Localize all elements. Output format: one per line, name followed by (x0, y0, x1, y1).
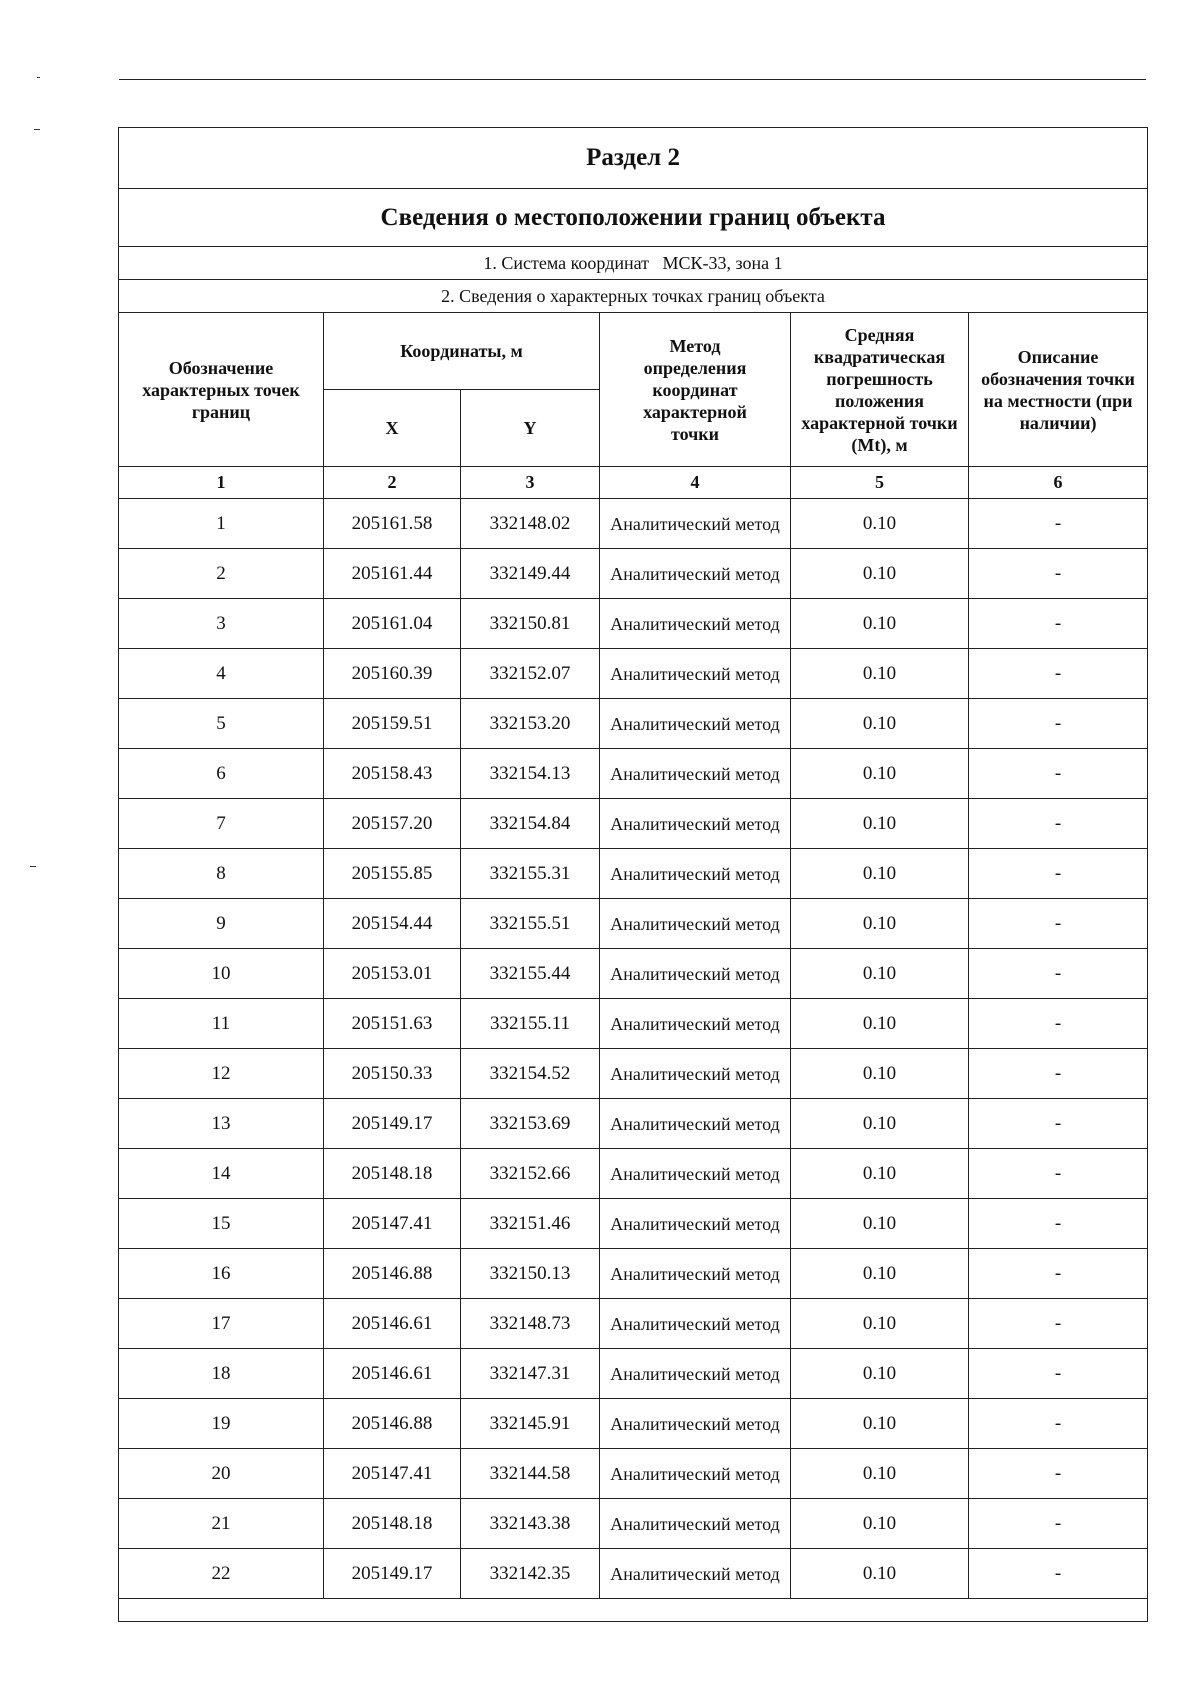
method-cell (600, 649, 791, 699)
error-cell: 0.10 (791, 1399, 969, 1449)
method-cell (600, 1299, 791, 1349)
coord-y-cell: 332154.52 (461, 1049, 600, 1099)
error-cell: 0.10 (791, 1149, 969, 1199)
method-text: Аналитический метод (610, 713, 780, 734)
coord-x-cell: 205151.63 (324, 999, 461, 1049)
coord-y-cell: 332153.69 (461, 1099, 600, 1149)
table-row (119, 949, 1148, 999)
header-y: Y (461, 390, 600, 467)
error-cell: 0.10 (791, 599, 969, 649)
error-cell: 0.10 (791, 1299, 969, 1349)
method-text: Аналитический метод (610, 1113, 780, 1134)
method-text: Аналитический метод (610, 663, 780, 684)
method-cell (600, 1149, 791, 1199)
coord-y-cell: 332153.20 (461, 699, 600, 749)
method-cell (600, 949, 791, 999)
coord-y-cell: 332147.31 (461, 1349, 600, 1399)
coord-y-cell: 332150.81 (461, 599, 600, 649)
coord-y-cell: 332149.44 (461, 549, 600, 599)
point-number-cell: 19 (119, 1399, 324, 1449)
method-cell (600, 1549, 791, 1599)
method-cell (600, 1399, 791, 1449)
method-text: Аналитический метод (610, 1563, 780, 1584)
error-cell: 0.10 (791, 1049, 969, 1099)
method-text: Аналитический метод (610, 1063, 780, 1084)
error-cell: 0.10 (791, 1349, 969, 1399)
coord-x-cell: 205161.44 (324, 549, 461, 599)
point-number-cell: 7 (119, 799, 324, 849)
method-cell (600, 1249, 791, 1299)
blank-cell (119, 1599, 1148, 1622)
coord-y-cell: 332148.02 (461, 499, 600, 549)
description-cell: - (969, 1099, 1148, 1149)
method-cell (600, 1449, 791, 1499)
error-cell: 0.10 (791, 899, 969, 949)
document-sheet (118, 127, 1147, 1622)
method-text: Аналитический метод (610, 1263, 780, 1284)
coord-x-cell: 205149.17 (324, 1549, 461, 1599)
points-rows (119, 499, 1148, 1599)
description-cell: - (969, 1299, 1148, 1349)
coord-y-cell: 332155.11 (461, 999, 600, 1049)
description-cell: - (969, 1499, 1148, 1549)
point-number-cell: 5 (119, 699, 324, 749)
coord-y-cell: 332143.38 (461, 1499, 600, 1549)
error-cell: 0.10 (791, 949, 969, 999)
scan-mark (37, 77, 40, 78)
coord-y-cell: 332144.58 (461, 1449, 600, 1499)
coord-x-cell: 205155.85 (324, 849, 461, 899)
header-x: X (324, 390, 461, 467)
coord-x-cell: 205147.41 (324, 1199, 461, 1249)
coord-x-cell: 205148.18 (324, 1499, 461, 1549)
coord-y-cell: 332154.84 (461, 799, 600, 849)
coord-x-cell: 205146.88 (324, 1399, 461, 1449)
table-row (119, 1549, 1148, 1599)
method-text: Аналитический метод (610, 1463, 780, 1484)
method-cell (600, 1049, 791, 1099)
coord-y-cell: 332152.66 (461, 1149, 600, 1199)
error-cell: 0.10 (791, 1449, 969, 1499)
top-rule (119, 79, 1146, 80)
point-number-cell: 6 (119, 749, 324, 799)
description-cell: - (969, 1549, 1148, 1599)
table-row (119, 1149, 1148, 1199)
coord-y-cell: 332142.35 (461, 1549, 600, 1599)
header-method: Метод определения координат характерной точки (600, 313, 791, 467)
section-title-row (119, 128, 1148, 189)
description-cell: - (969, 1149, 1148, 1199)
table-row (119, 1199, 1148, 1249)
table-row (119, 1449, 1148, 1499)
table-row (119, 1249, 1148, 1299)
point-number-cell: 11 (119, 999, 324, 1049)
table-row (119, 899, 1148, 949)
method-cell (600, 799, 791, 849)
method-text: Аналитический метод (610, 1013, 780, 1034)
method-text: Аналитический метод (610, 613, 780, 634)
error-cell: 0.10 (791, 1199, 969, 1249)
coord-y-cell: 332148.73 (461, 1299, 600, 1349)
point-number-cell: 13 (119, 1099, 324, 1149)
method-text: Аналитический метод (610, 513, 780, 534)
points-heading: 2. Сведения о характерных точках границ объекта (119, 280, 1148, 313)
error-cell: 0.10 (791, 1099, 969, 1149)
coord-x-cell: 205157.20 (324, 799, 461, 849)
section-title: Раздел 2 (119, 128, 1148, 189)
method-cell (600, 1099, 791, 1149)
description-cell: - (969, 949, 1148, 999)
description-cell: - (969, 1249, 1148, 1299)
description-cell: - (969, 899, 1148, 949)
table-row (119, 699, 1148, 749)
error-cell: 0.10 (791, 1499, 969, 1549)
coord-y-cell: 332155.44 (461, 949, 600, 999)
method-text: Аналитический метод (610, 1513, 780, 1534)
method-cell (600, 599, 791, 649)
method-cell (600, 499, 791, 549)
point-number-cell: 9 (119, 899, 324, 949)
table-row (119, 599, 1148, 649)
description-cell: - (969, 799, 1148, 849)
coord-x-cell: 205161.58 (324, 499, 461, 549)
doc-title-row (119, 189, 1148, 247)
point-number-cell: 2 (119, 549, 324, 599)
coordinate-system: 1. Система координат МСК-33, зона 1 (119, 247, 1148, 280)
point-number-cell: 21 (119, 1499, 324, 1549)
method-cell (600, 1499, 791, 1549)
method-text: Аналитический метод (610, 813, 780, 834)
method-text: Аналитический метод (610, 1313, 780, 1334)
coord-y-cell: 332154.13 (461, 749, 600, 799)
column-number: 4 (600, 467, 791, 499)
error-cell: 0.10 (791, 799, 969, 849)
point-number-cell: 1 (119, 499, 324, 549)
description-cell: - (969, 1399, 1148, 1449)
coordinate-system-row (119, 247, 1148, 280)
point-number-cell: 4 (119, 649, 324, 699)
column-number: 6 (969, 467, 1148, 499)
table-row (119, 1499, 1148, 1549)
coord-x-cell: 205150.33 (324, 1049, 461, 1099)
coord-x-cell: 205161.04 (324, 599, 461, 649)
coord-x-cell: 205148.18 (324, 1149, 461, 1199)
description-cell: - (969, 1449, 1148, 1499)
scan-mark (30, 866, 36, 867)
coord-x-cell: 205146.88 (324, 1249, 461, 1299)
scan-mark (34, 129, 40, 130)
table-row (119, 999, 1148, 1049)
method-cell (600, 1199, 791, 1249)
point-number-cell: 16 (119, 1249, 324, 1299)
method-cell (600, 549, 791, 599)
document-title: Сведения о местоположении границ объекта (119, 189, 1148, 247)
error-cell: 0.10 (791, 549, 969, 599)
table-row (119, 1049, 1148, 1099)
description-cell: - (969, 1349, 1148, 1399)
coord-x-cell: 205158.43 (324, 749, 461, 799)
table-row (119, 1299, 1148, 1349)
table-body (119, 128, 1148, 499)
coord-y-cell: 332145.91 (461, 1399, 600, 1449)
table-row (119, 499, 1148, 549)
description-cell: - (969, 599, 1148, 649)
table-row (119, 549, 1148, 599)
error-cell: 0.10 (791, 749, 969, 799)
method-text: Аналитический метод (610, 1363, 780, 1384)
column-number: 2 (324, 467, 461, 499)
point-number-cell: 8 (119, 849, 324, 899)
method-cell (600, 999, 791, 1049)
header-description: Описание обозначения точки на местности (при наличии) (969, 313, 1148, 467)
coord-y-cell: 332151.46 (461, 1199, 600, 1249)
method-text: Аналитический метод (610, 763, 780, 784)
coord-y-cell: 332155.31 (461, 849, 600, 899)
error-cell: 0.10 (791, 499, 969, 549)
table-row (119, 649, 1148, 699)
points-heading-row (119, 280, 1148, 313)
coord-x-cell: 205160.39 (324, 649, 461, 699)
description-cell: - (969, 549, 1148, 599)
method-text: Аналитический метод (610, 913, 780, 934)
description-cell: - (969, 849, 1148, 899)
description-cell: - (969, 1049, 1148, 1099)
coord-x-cell: 205146.61 (324, 1349, 461, 1399)
method-text: Аналитический метод (610, 1163, 780, 1184)
method-text: Аналитический метод (610, 1413, 780, 1434)
coord-x-cell: 205154.44 (324, 899, 461, 949)
method-cell (600, 749, 791, 799)
column-number-row (119, 467, 1148, 499)
error-cell: 0.10 (791, 849, 969, 899)
table-row (119, 1349, 1148, 1399)
point-number-cell: 18 (119, 1349, 324, 1399)
header-designation: Обозначение характерных точек границ (119, 313, 324, 467)
coord-x-cell: 205146.61 (324, 1299, 461, 1349)
method-cell (600, 899, 791, 949)
description-cell: - (969, 999, 1148, 1049)
point-number-cell: 22 (119, 1549, 324, 1599)
table-footer (119, 1599, 1148, 1622)
point-number-cell: 12 (119, 1049, 324, 1099)
point-number-cell: 3 (119, 599, 324, 649)
error-cell: 0.10 (791, 699, 969, 749)
table-row (119, 799, 1148, 849)
description-cell: - (969, 499, 1148, 549)
method-cell (600, 699, 791, 749)
description-cell: - (969, 649, 1148, 699)
method-text: Аналитический метод (610, 863, 780, 884)
method-cell (600, 1349, 791, 1399)
point-number-cell: 20 (119, 1449, 324, 1499)
description-cell: - (969, 749, 1148, 799)
coord-y-cell: 332150.13 (461, 1249, 600, 1299)
coord-x-cell: 205147.41 (324, 1449, 461, 1499)
method-cell (600, 849, 791, 899)
table-row (119, 1099, 1148, 1149)
blank-row (119, 1599, 1148, 1622)
coord-y-cell: 332155.51 (461, 899, 600, 949)
point-number-cell: 17 (119, 1299, 324, 1349)
section-table (118, 127, 1148, 1622)
point-number-cell: 14 (119, 1149, 324, 1199)
error-cell: 0.10 (791, 999, 969, 1049)
table-row (119, 1399, 1148, 1449)
method-text: Аналитический метод (610, 1213, 780, 1234)
column-number: 3 (461, 467, 600, 499)
description-cell: - (969, 1199, 1148, 1249)
table-row (119, 749, 1148, 799)
coord-x-cell: 205149.17 (324, 1099, 461, 1149)
error-cell: 0.10 (791, 1249, 969, 1299)
table-row (119, 849, 1148, 899)
coord-y-cell: 332152.07 (461, 649, 600, 699)
coord-x-cell: 205159.51 (324, 699, 461, 749)
header-error: Средняя квадратическая погрешность положения характерной точки (Mt), м (791, 313, 969, 467)
description-cell: - (969, 699, 1148, 749)
point-number-cell: 15 (119, 1199, 324, 1249)
point-number-cell: 10 (119, 949, 324, 999)
column-number: 1 (119, 467, 324, 499)
column-number: 5 (791, 467, 969, 499)
coord-x-cell: 205153.01 (324, 949, 461, 999)
header-row-1 (119, 313, 1148, 390)
header-coordinates: Координаты, м (324, 313, 600, 390)
method-text: Аналитический метод (610, 963, 780, 984)
error-cell: 0.10 (791, 1549, 969, 1599)
method-text: Аналитический метод (610, 563, 780, 584)
error-cell: 0.10 (791, 649, 969, 699)
